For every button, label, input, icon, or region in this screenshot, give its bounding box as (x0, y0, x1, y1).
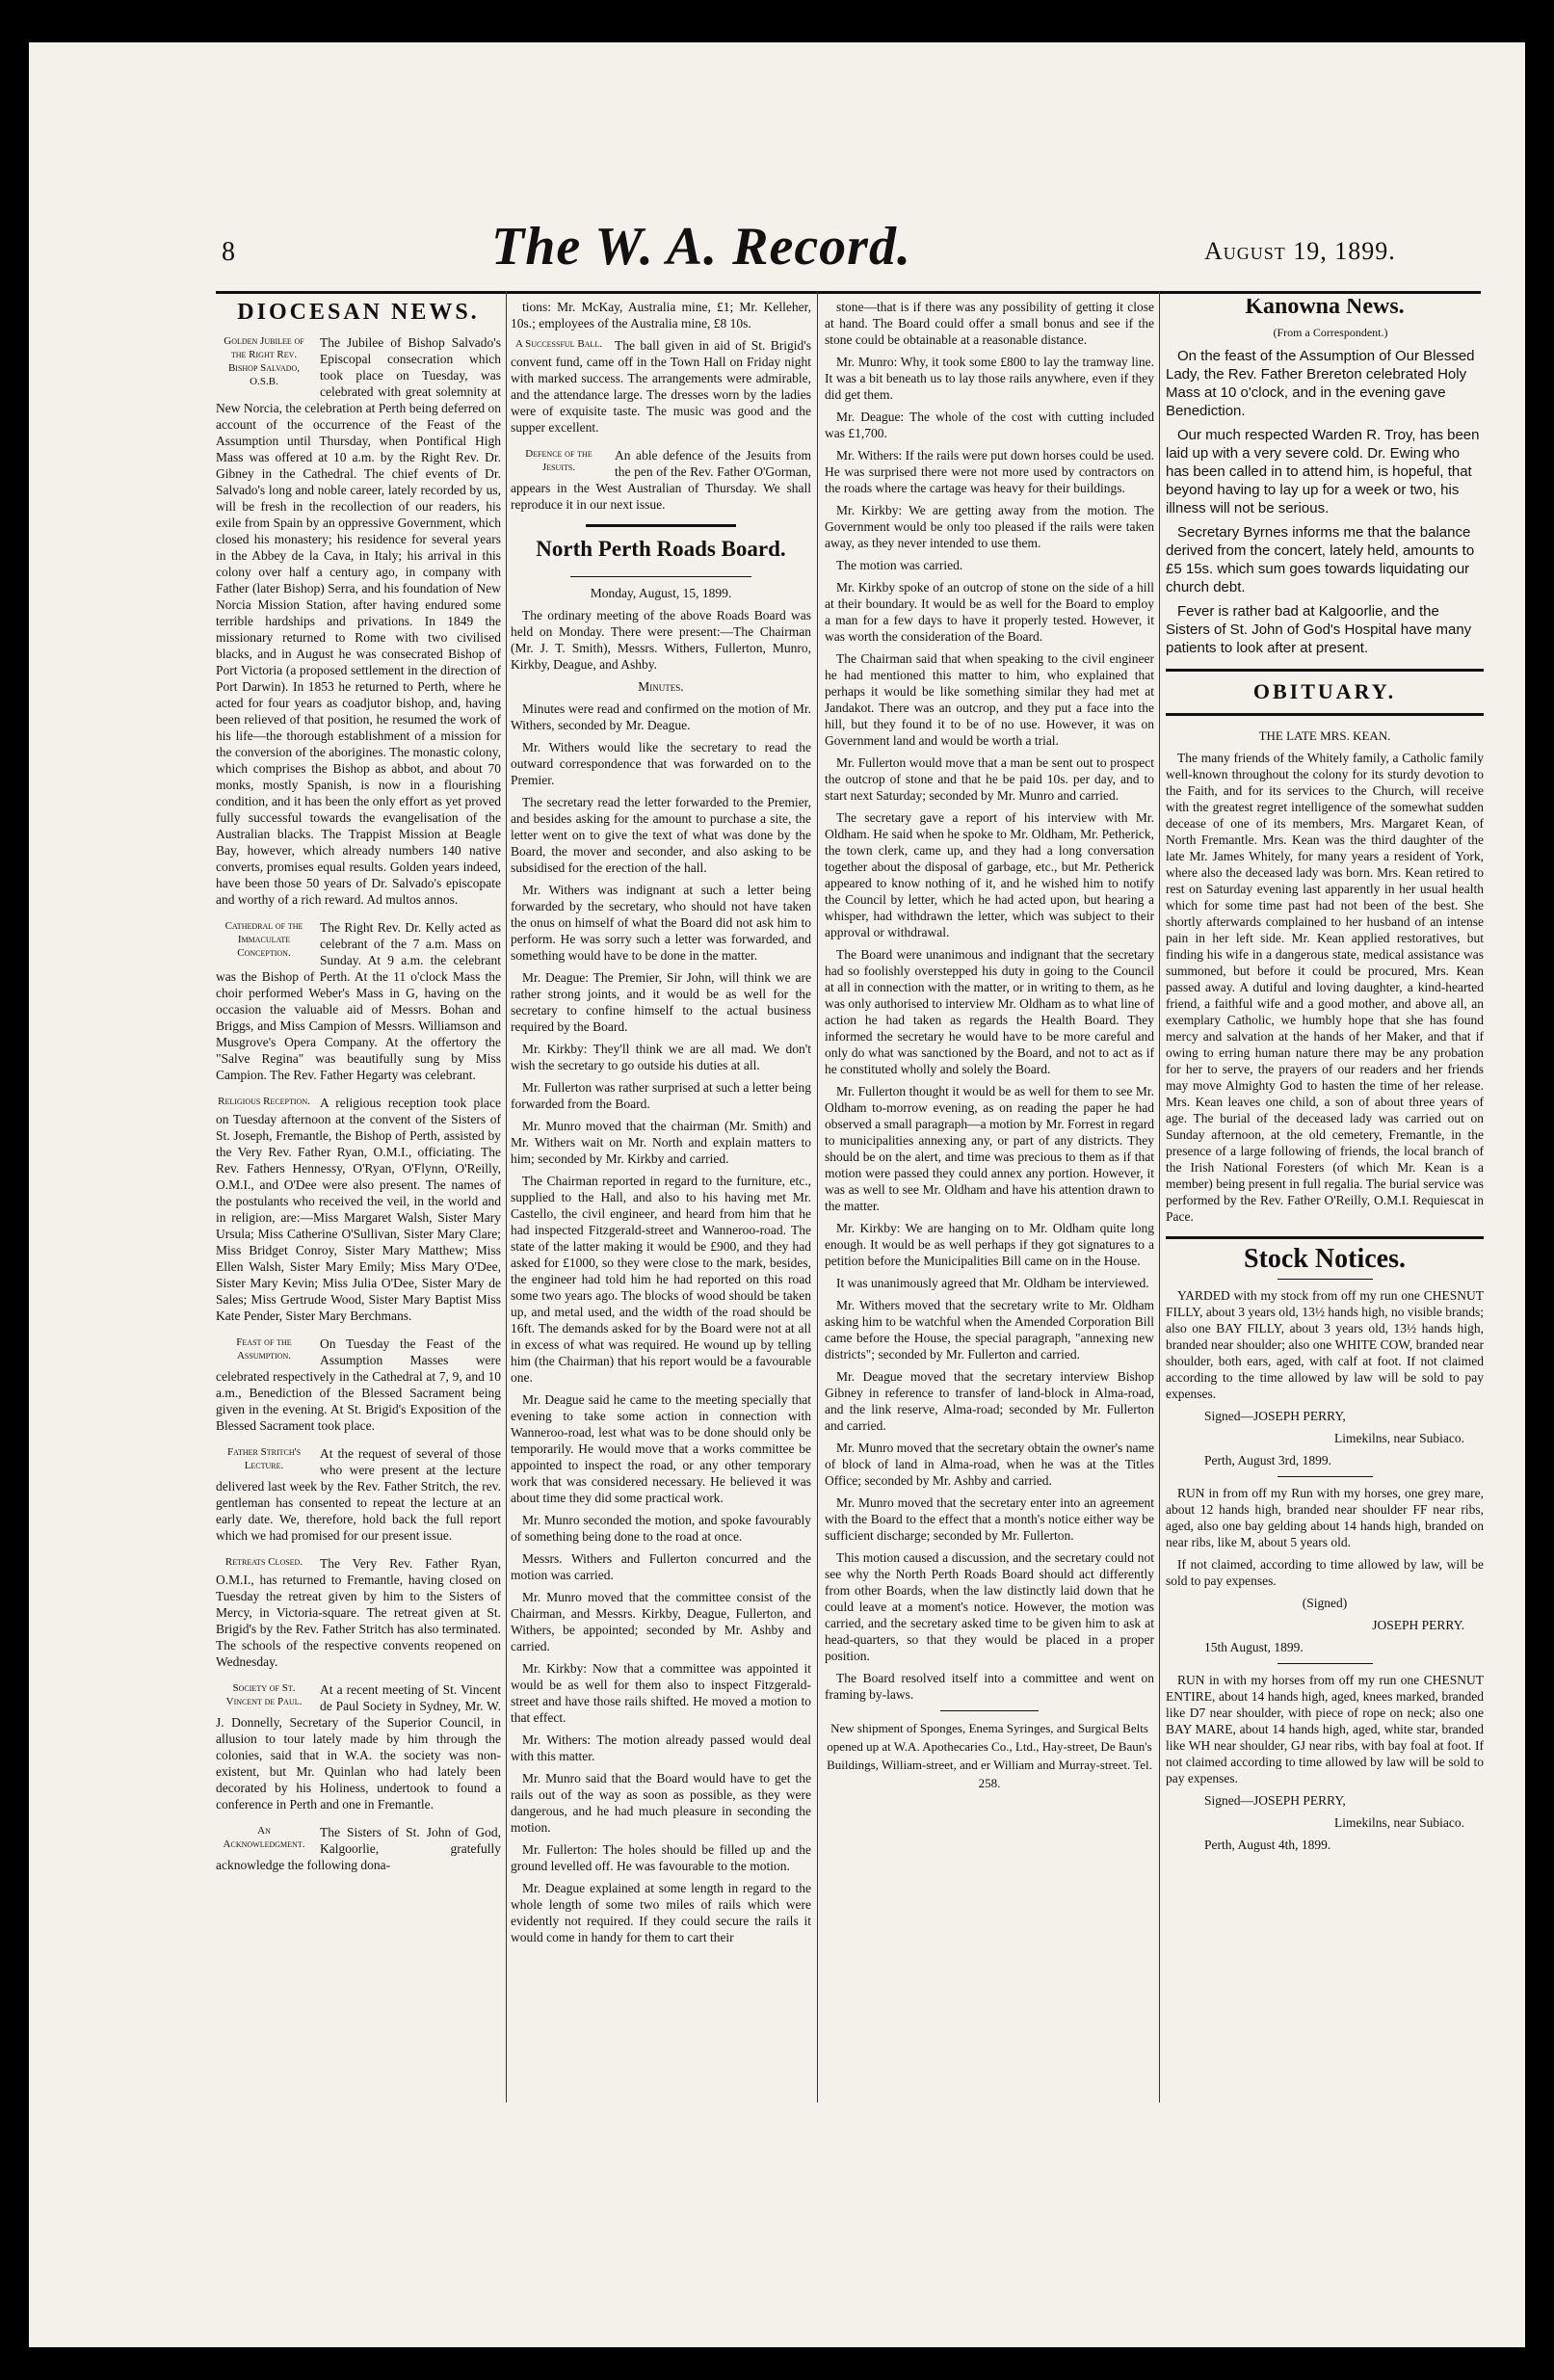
section-title: DIOCESAN NEWS. (237, 300, 480, 325)
paragraph: Mr. Munro moved that the secretary enter into an agreement with the Board to the effect that a month's notice either way be sufficient discharge; seconded by Mr. Fullerton. (825, 1495, 1154, 1543)
advertisement: New shipment of Sponges, Enema Syringes, and Surgical Belts opened up at W.A. Apothecaries Co., Ltd., Hay-street, De Baun's Buildings, William-street, and er William and Murray-street. Tel. 258. (827, 1721, 1152, 1790)
entry-text: A religious reception took place on Tuesday afternoon at the convent of the Sisters of St. Joseph, Fremantle, the Bishop of Perth, assisted by the Very Rev. Father Ryan, O.M.I., officiating. The Rev. Fathers Hennessy, O'Ryan, O'Flynn, O'Reilly, O.M.I., and O'Dee were also present. The names of the postulants who received the veil, in the world and in religion, are:—Miss Margaret Walsh, Sister Mary Ursula; Miss Catherine O'Sullivan, Sister Mary Clare; Miss Bridget Conroy, Sister Mary Matthew; Miss Ellen Walsh, Sister Mary Emily; Miss Mary O'Dee, Sister Mary Kevin; Miss Julia O'Dee, Sister Mary de Sales; Miss Gertrude Wood, Sister Mary Baptist Miss Kate Pender, Sister Mary Berchmans. (216, 1096, 501, 1323)
masthead: The W. A. Record. (491, 217, 911, 277)
paragraph: Mr. Munro moved that the chairman (Mr. Smith) and Mr. Withers wait on Mr. North and explain matters to him; seconded by Mr. Kirkby and carried. (511, 1119, 811, 1166)
news-entry (216, 1335, 501, 1434)
stock-notice: If not claimed, according to time allowed by law, will be sold to pay expenses. (1166, 1557, 1484, 1588)
side-heading: Father Stritch's Lecture. (226, 1446, 302, 1471)
news-entry (511, 447, 811, 513)
entry-text: An able defence of the Jesuits from the pen of the Rev. Father O'Gorman, appears in the West Australian of Thursday. We shall reproduce it in our next issue. (511, 448, 811, 512)
paragraph: Mr. Withers: The motion already passed would deal with this matter. (511, 1732, 811, 1763)
notice-date: Perth, August 4th, 1899. (1204, 1838, 1331, 1852)
news-entry (216, 1095, 501, 1324)
column-roads-board (511, 299, 811, 2023)
issue-date: August 19, 1899. (1204, 237, 1396, 265)
entry-text: The Sisters of St. John of God, Kalgoorlie, gratefully acknowledge the following dona- (216, 1825, 501, 1872)
paragraph: Mr. Withers: If the rails were put down horses could be used. He was surprised there were not more used by contractors on the roads where the cartage was heavy for their buildings. (825, 448, 1154, 495)
paragraph: Secretary Byrnes informs me that the balance derived from the concert, lately held, amounts to £5 15s. which sum goes towards liquidating our church debt. (1166, 524, 1475, 595)
section-title: OBITUARY. (1252, 679, 1397, 703)
side-heading: Society of St. Vincent de Paul. (225, 1682, 303, 1707)
page-number: 8 (222, 237, 235, 267)
paragraph: Mr. Munro: Why, it took some £800 to lay the tramway line. It was a bit beneath us to lay those rails anywhere, even if they did get them. (825, 355, 1154, 402)
paragraph: Mr. Deague: The whole of the cost with cutting included was £1,700. (825, 410, 1154, 440)
news-entry (216, 334, 501, 908)
subheading: THE LATE MRS. KEAN. (1258, 728, 1391, 743)
paragraph: Mr. Kirkby: We are hanging on to Mr. Oldham quite long enough. It would be as well perhaps if they got signatures to a petition before the Municipalities Bill came on in the House. (825, 1221, 1154, 1268)
column-rule (1159, 291, 1160, 2102)
paragraph: The Chairman said that when speaking to the civil engineer he had mentioned this matter to him, who explained that perhaps it would be like something similar they had met at Jandakot. There was an outcrop, and they put a face into the hill, but they found it to be of no use. However, it was on Government land and would be worth a trial. (825, 651, 1154, 748)
paragraph: Mr. Deague moved that the secretary interview Bishop Gibney in reference to transfer of land-block in Alma-road, and the link reserve, Alma-road; seconded by Mr. Fullerton and carried. (825, 1369, 1154, 1433)
paragraph: Mr. Fullerton was rather surprised at such a letter being forwarded from the Board. (511, 1080, 811, 1111)
paragraph: Mr. Deague said he came to the meeting specially that evening to take some action in connection with Wanneroo-road, lest what was to be done should only be temporarily. He would move that a works committee be appointed to inspect the road, or any other temporary work that was considered necessary. He believed it was about time they did some practical work. (511, 1392, 811, 1505)
column-rule (506, 291, 507, 2102)
paragraph: Mr. Withers would like the secretary to read the outward correspondence that was forwarded on to the Premier. (511, 740, 811, 787)
news-entry (216, 919, 501, 1083)
address: Limekilns, near Subiaco. (1334, 1815, 1464, 1830)
header-rule (216, 291, 1481, 294)
notice-date: 15th August, 1899. (1204, 1640, 1304, 1654)
paragraph: Mr. Munro said that the Board would have to get the rails out of the way as soon as possible, as they were dangerous, and he had much pleasure in seconding the motion. (511, 1771, 811, 1835)
side-heading: An Acknowledgment. (223, 1825, 305, 1850)
paragraph: Mr. Deague explained at some length in regard to the whole length of some two miles of rails which were evidently not required. If they could secure the rails it would come in handy for them to cart their (511, 1881, 811, 1944)
divider (1166, 669, 1484, 672)
entry-text: At a recent meeting of St. Vincent de Paul Society in Sydney, Mr. W. J. Donnelly, Secretary of the Superior Council, in allusion to tour lately made by him through the colonies, said that in W.A. the society was non-existent, but Mr. Quinlan who had lately been decorated by his Holiness, undertook to found a conference in Perth and one in Fremantle. (216, 1682, 501, 1811)
divider (1166, 713, 1484, 716)
divider (1277, 1476, 1373, 1477)
paragraph: The Chairman reported in regard to the furniture, etc., supplied to the Hall, and also to his having met Mr. Castello, the civil engineer, and heard from him that he had inspected Fitzgerald-street and Wanneroo-road. The state of the latter making it would be £900, and they had asked for £1000, so they were close to the mark, besides, the engineer had told him he had reported on this road some two years ago. The blocks of wood should be taken up, and metal used, and the width of the road should be 16ft. The demands asked for by the Board were not at all in excess of what was required. He wound up by telling him (the Chairman) that his report would be a favourable one. (511, 1174, 811, 1385)
paragraph: Mr. Fullerton would move that a man be sent out to prospect the outcrop of stone and that he be paid 10s. per day, and to start next Saturday; seconded by Mr. Munro and carried. (825, 755, 1154, 803)
notice-date: Perth, August 3rd, 1899. (1204, 1453, 1332, 1468)
news-entry (216, 1824, 501, 1873)
news-entry (216, 1681, 501, 1812)
entry-text: The ball given in aid of St. Brigid's convent fund, came off in the Town Hall on Friday night with marked success. The arrangements were admirable, and the attendance large. The dresses worn by the ladies were of exquisite taste. The music was good and the supper excellent. (511, 338, 811, 435)
news-entry (216, 1555, 501, 1670)
paragraph: The ordinary meeting of the above Roads Board was held on Monday. There were present:—The Chairman (Mr. J. T. Smith), Messrs. Withers, Fullerton, Munro, Kirkby, Deague, and Ashby. (511, 608, 811, 672)
address: Limekilns, near Subiaco. (1334, 1431, 1464, 1445)
side-heading: Feast of the Assumption. (236, 1336, 292, 1362)
signature-name: JOSEPH PERRY. (1372, 1618, 1464, 1632)
signature: Signed—JOSEPH PERRY, (1204, 1793, 1346, 1808)
paragraph: Minutes were read and confirmed on the motion of Mr. Withers, seconded by Mr. Deague. (511, 701, 811, 732)
paragraph: Mr. Deague: The Premier, Sir John, will think we are rather strong joints, and it would be as well for the secretary to confine himself to the actual business required by the Board. (511, 970, 811, 1034)
divider (1166, 1236, 1484, 1239)
paragraph: The secretary gave a report of his interview with Mr. Oldham. He said when he spoke to Mr. Oldham, Mr. Petherick, the town clerk, came up, and they had a long conversation together about the disposal of garbage, etc., but Mr. Petherick appeared to know nothing of it, and he wished him to notify the Council by letter, which he had acted upon, but hearing a whisper, had withdrawn the letter, which was subject to their approval or withdrawal. (825, 810, 1154, 939)
stock-notice: RUN in from off my Run with my horses, one grey mare, about 12 hands high, branded near shoulder FF near ribs, aged, also one bay gelding about 14 hands high, branded on near ribs, like M, about 5 years old. (1166, 1486, 1484, 1549)
side-heading: Golden Jubilee of the Right Rev. Bishop Salvado, O.S.B. (224, 335, 304, 387)
side-heading: Religious Reception. (218, 1096, 310, 1107)
signature: (Signed) (1302, 1596, 1348, 1610)
column-roads-board-continued (825, 299, 1154, 2023)
paragraph: This motion caused a discussion, and the secretary could not see why the North Perth Roads Board should act differently from other Boards, when the law distinctly laid down that he could leave at a moment's notice. However, the motion was carried, and the secretary asked time to be given him to ask at head-quarters, so that they would be placed in a proper position. (825, 1550, 1154, 1663)
paragraph: Mr. Munro moved that the secretary obtain the owner's name of block of land in Alma-road, when he was at the Titles Office; seconded by Mr. Ashby and carried. (825, 1441, 1154, 1488)
divider (1277, 1663, 1373, 1664)
newspaper-page (29, 42, 1525, 2347)
paragraph: The Board resolved itself into a committee and went on framing by-laws. (825, 1671, 1154, 1702)
entry-text: On Tuesday the Feast of the Assumption Masses were celebrated respectively in the Cathedral at 7, 9, and 10 a.m., Benediction of the Blessed Sacrament being given in the evening. At St. Brigid's Exposition of the Blessed Sacrament took place. (216, 1336, 501, 1433)
paragraph: Mr. Fullerton thought it would be as well for them to see Mr. Oldham to-morrow evening, as on reading the paper he had observed a small paragraph—a motion by Mr. Forrest in regard to municipalities annexing any, or part of any districts. They should be on the alert, and time was precious to them as if that motion were passed they could annex any portion. However, it was as well to see Mr. Oldham and have his attention drawn to the matter. (825, 1084, 1154, 1213)
side-heading: A Successful Ball. (515, 338, 602, 350)
paragraph: Mr. Munro seconded the motion, and spoke favourably of something being done to the road at once. (511, 1513, 811, 1544)
news-entry (216, 1445, 501, 1544)
byline: (From a Correspondent.) (1273, 326, 1388, 339)
divider (570, 576, 751, 577)
paragraph: Fever is rather bad at Kalgoorlie, and the Sisters of St. John of God's Hospital have many patients to look after at present. (1166, 603, 1472, 656)
paragraph: tions: Mr. McKay, Australia mine, £1; Mr. Kelleher, 10s.; employees of the Australia mine, £8 10s. (511, 300, 811, 331)
page-header (29, 187, 1525, 277)
paragraph: stone—that is if there was any possibility of getting it close at hand. The Board could offer a small bonus and see if the stone could be obtainable at a reasonable distance. (825, 300, 1154, 347)
section-title: Stock Notices. (1244, 1244, 1406, 1274)
side-heading: Defence of the Jesuits. (525, 448, 593, 473)
paragraph: The Board were unanimous and indignant that the secretary had so foolishly overstepped his duty in going to the Council at all in connection with the matter, or in writing to them, as he was only authorised to interview Mr. Oldham as to what line of action he had taken as regards the Health Board. They informed the secretary he would have to be more careful and only do what was sanctioned by the Board, and not to act as if he constituted wholly and solely the Board. (825, 947, 1154, 1076)
column-diocesan-news (216, 299, 501, 2014)
paragraph: It was unanimously agreed that Mr. Oldham be interviewed. (836, 1276, 1149, 1290)
column-rule (817, 291, 818, 2102)
paragraph: Messrs. Withers and Fullerton concurred and the motion was carried. (511, 1551, 811, 1582)
subheading: Minutes. (638, 679, 684, 694)
paragraph: Mr. Kirkby spoke of an outcrop of stone on the side of a hill at their boundary. It would be as well for the Board to employ a man for a few days to have it properly tested. However, it was worth the consideration of the Board. (825, 580, 1154, 644)
entry-text: The Jubilee of Bishop Salvado's Episcopal consecration which took place on Tuesday, was celebrated with great solemnity at New Norcia, the celebration at Perth being deferred on account of the occurrence of the Feast of the Assumption until Thursday, when Pontifical High Mass was offered at 10 a.m. by the Right Rev. Dr. Gibney in the Cathedral. The chief events of Dr. Salvado's long and noble career, lately recorded by us, will be fresh in the recollection of our readers, his exile from Spain by an oppressive Government, which closed his monastery; his residence for several years in the Abbey de la Cava, in Italy; his arrival in this colony over half a century ago, in company with Father (later Bishop) Serra, and his foundation of New Norcia Mission Station, after having endured some terrible hardships and privations. In 1849 the missionary returned to Rome with two civilised blacks, and in August he was consecrated Bishop of Port Victoria (a proposed settlement in the direction of Port Darwin). In 1853 he returned to Perth, where he acted for four years as coadjutor bishop, and, having been relieved of that position, he resumed the work of his life—the thorough establishment of a mission for the conversion of the aborigines. The monastic colony, which comprises the Bishop as abbot, and about 70 monks, mostly Spanish, is now in a flourishing condition, and it has been the only effort as yet proved fully successful towards the evangelisation of the Australian blacks. The Trappist Mission at Beagle Bay, however, which already numbers 140 native converts, promises equal results. Golden years indeed, have been those 50 years of Dr. Salvado's episcopate and worthy of a rich reward. Ad multos annos. (216, 335, 501, 907)
paragraph: Mr. Munro moved that the committee consist of the Chairman, and Messrs. Kirkby, Deague, Fullerton, and Withers, be appointed; seconded by Mr. Ashby and carried. (511, 1590, 811, 1653)
paragraph: On the feast of the Assumption of Our Blessed Lady, the Rev. Father Brereton celebrated Holy Mass at 10 o'clock, and in the evening gave Benediction. (1166, 348, 1475, 419)
entry-text: The Very Rev. Father Ryan, O.M.I., has returned to Fremantle, having closed on Tuesday the retreat given by him to the Sisters of Mercy, in Victoria-square. The retreat given at St. Brigid's by the Rev. Father Stritch has also terminated. The schools of the respective convents reopened on Wednesday. (216, 1556, 501, 1669)
section-title: Kanowna News. (1245, 299, 1405, 319)
divider (586, 524, 736, 527)
side-heading: Retreats Closed. (224, 1556, 303, 1568)
stock-notice: YARDED with my stock from off my run one CHESNUT FILLY, about 3 years old, 13½ hands high, no visible brands; also one BAY FILLY, about 3 years old, 13½ hands high, branded near shoulder; also one WHITE COW, branded near shoulder, both ears, aged, with calf at foot. If not claimed according to the time allowed by law will be sold to pay expenses. (1166, 1288, 1484, 1401)
column-kanowna-obituary-stock (1166, 299, 1484, 2110)
paragraph: Mr. Fullerton: The holes should be filled up and the ground levelled off. He was favourable to the motion. (511, 1842, 811, 1873)
kanowna-news (1166, 347, 1484, 657)
paragraph: Our much respected Warden R. Troy, has been laid up with a very severe cold. Dr. Ewing who has been called in to attend him, is hopeful, that beyond having to lay up for a week or two, his illness will not be serious. (1166, 427, 1480, 516)
meeting-date: Monday, August, 15, 1899. (590, 586, 732, 600)
signature: Signed—JOSEPH PERRY, (1204, 1409, 1346, 1423)
entry-text: The Right Rev. Dr. Kelly acted as celebrant of the 7 a.m. Mass on Sunday. At 9 a.m. the celebrant was the Bishop of Perth. At the 11 o'clock Mass the choir performed Weber's Mass in G, having on the occasion the valuable aid of Messrs. Bohan and Briggs, and Miss Campion of Messrs. Williamson and Musgrove's Opera Company. At the offertory the "Salve Regina" was beautifully sung by Miss Campion. The Rev. Father Hegarty was celebrant. (216, 920, 501, 1082)
divider (940, 1710, 1040, 1711)
paragraph: Mr. Kirkby: Now that a committee was appointed it would be as well for them also to inspect Fitzgerald-street and have those rails shifted. He moved a motion to that effect. (511, 1661, 811, 1725)
obituary-text: The many friends of the Whitely family, a Catholic family well-known throughout the colony for its sturdy devotion to the Faith, and for its services to the Church, will receive with the greatest regret intelligence of the somewhat sudden decease of one of its members, Mrs. Margaret Kean, of North Fremantle. Mrs. Kean was the third daughter of the late Mr. James Whitely, for many years a resident of York, where also the deceased lady was born. Mrs. Kean retired to rest on Saturday evening last apparently in her usual health which for some time past had not been of the best. She shortly afterwards complained to her husband of an intense pain in her left side. Mr. Kean applied restoratives, but finding his wife in a dangerous state, medical assistance was summoned, but before it could be procured, Mrs. Kean passed away. A dutiful and loving daughter, a kind-hearted friend, a faithful wife and a good mother, and above all, an exemplary Catholic, we humbly hope that she has found mercy and salvation at the hands of her Maker, and that if owing to erring human nature there may be any probation for her to serve, the prayers of our readers and her friends may move Almighty God to hasten the time of her release. Mrs. Kean leaves one child, a son of about three years of age. The burial of the deceased lady was carried out on Sunday afternoon, at the old cemetery, Fremantle, in the presence of a large following of friends, the local branch of the Irish National Foresters (of which Mr. Kean is a member) being present in full regalia. The burial service was performed by the Rev. Father O'Reilly, O.M.I. Requiescat in Pace. (1166, 751, 1484, 1224)
news-entry (511, 337, 811, 436)
paragraph: Mr. Kirkby: We are getting away from the motion. The Government would be only too pleased if the rails were taken away, as they never intended to use them. (825, 503, 1154, 550)
side-heading: Cathedral of the Immaculate Conception. (224, 920, 303, 959)
article-title: North Perth Roads Board. (536, 537, 786, 561)
divider (1277, 1279, 1373, 1280)
entry-text: At the request of several of those who were present at the lecture delivered last week by the Rev. Father Stritch, the rev. gentleman has consented to repeat the lecture at an early date. We, therefore, hold back the full report which we had promised for our present issue. (216, 1446, 501, 1543)
paragraph: The secretary read the letter forwarded to the Premier, and besides asking for the amount to purchase a site, the letter went on to give the text of what was done by the Board, the mover and seconder, and also asking to be subsidised for the erection of the hall. (511, 795, 811, 875)
paragraph: Mr. Withers was indignant at such a letter being forwarded by the secretary, who should not have taken the onus on himself of what the Board did not ask him to perform. He was sorry such a letter was forwarded, and something would have to be done in the matter. (511, 883, 811, 963)
paragraph: Mr. Withers moved that the secretary write to Mr. Oldham asking him to be watchful when the Amended Corporation Bill came before the House, the special paragraph, "annexing new districts"; seconded by Mr. Fullerton and carried. (825, 1298, 1154, 1362)
paragraph: Mr. Kirkby: They'll think we are all mad. We don't wish the secretary to go outside his duties at all. (511, 1042, 811, 1072)
stock-notice: RUN in with my horses from off my run one CHESNUT ENTIRE, about 14 hands high, aged, knees marked, branded like D7 near shoulder, with piece of rope on neck; also one BAY MARE, about 14 hands high, aged, white star, branded like WH near shoulder, GJ near ribs, with bay foal at foot. If not claimed according to time allowed by law will be sold to pay expenses. (1166, 1673, 1484, 1785)
paragraph: The motion was carried. (836, 558, 963, 572)
